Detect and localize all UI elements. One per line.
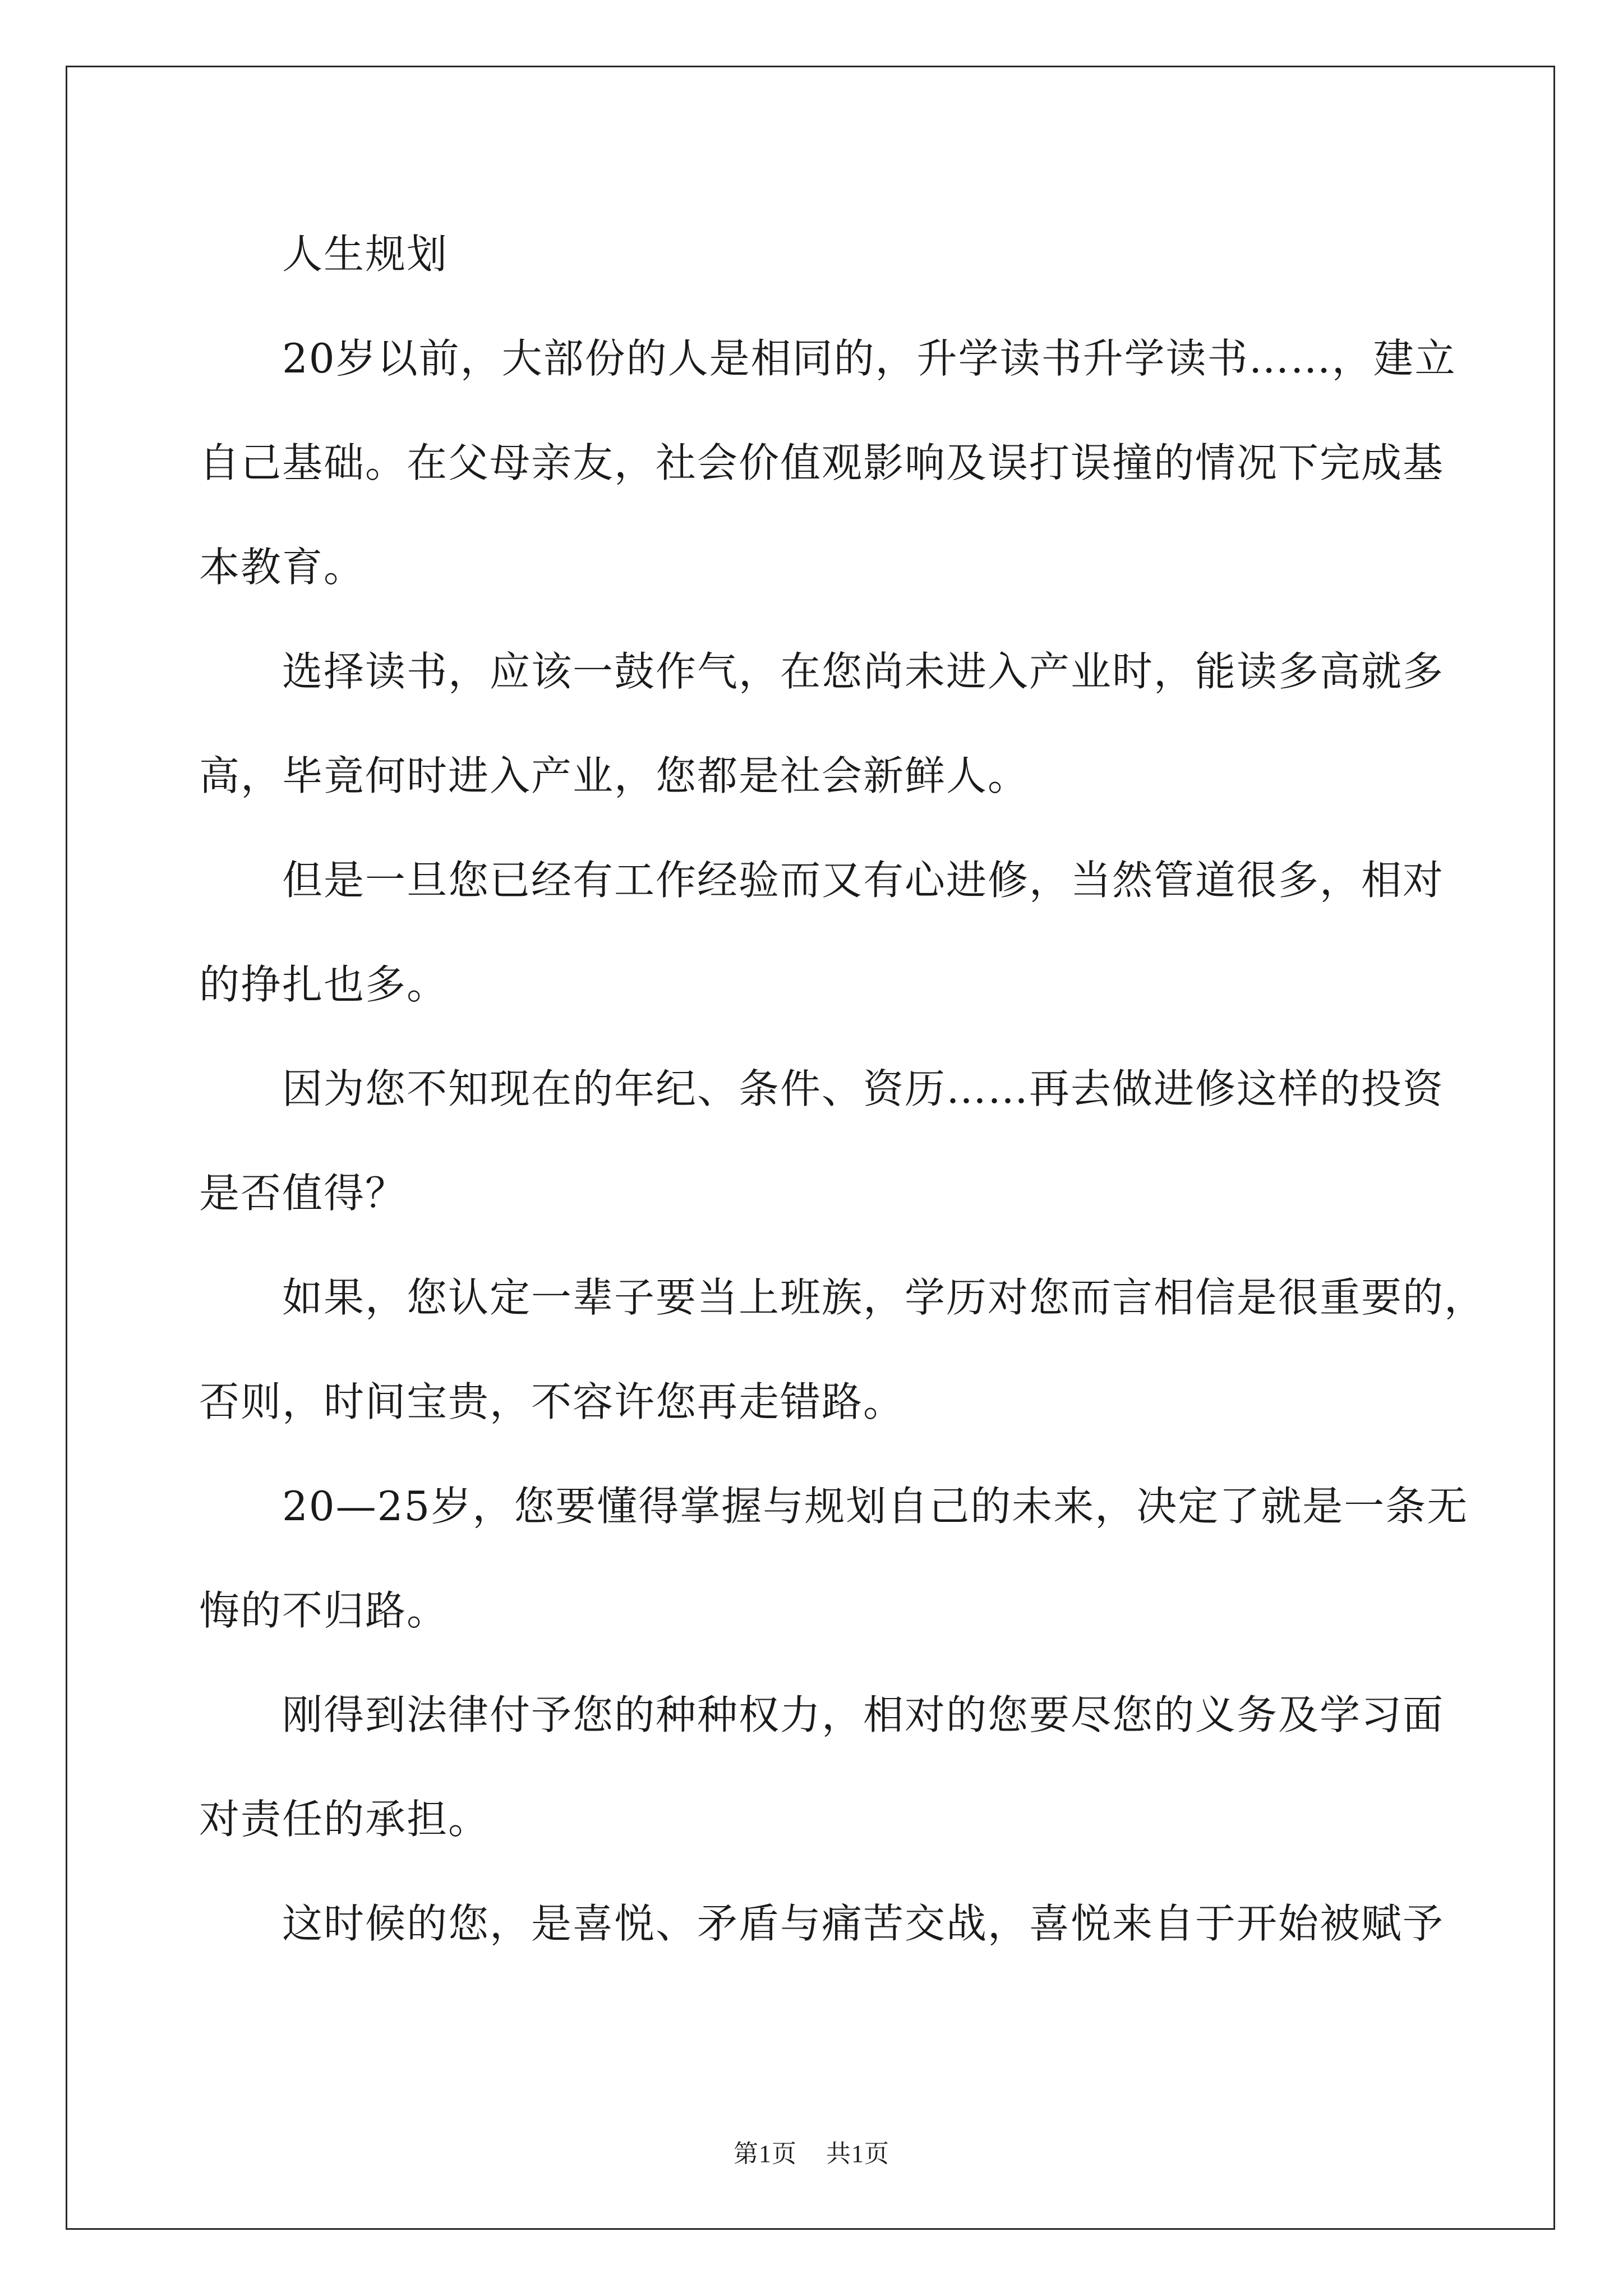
paragraph-line: 自己基础。在父母亲友，社会价值观影响及误打误撞的情况下完成基 xyxy=(199,439,1445,486)
page-count: 共1页 xyxy=(826,2140,889,2168)
paragraph-line: 刚得到法律付予您的种种权力，相对的您要尽您的义务及学习面 xyxy=(282,1691,1445,1738)
paragraph-line: 这时候的您，是喜悦、矛盾与痛苦交战，喜悦来自于开始被赋予 xyxy=(282,1900,1445,1947)
paragraph-line: 因为您不知现在的年纪、条件、资历……再去做进修这样的投资 xyxy=(282,1065,1445,1112)
paragraph-line: 是否值得？ xyxy=(199,1170,407,1217)
paragraph-line: 20岁以前，大部份的人是相同的，升学读书升学读书……，建立 xyxy=(282,335,1456,382)
paragraph-line: 但是一旦您已经有工作经验而又有心进修，当然管道很多，相对 xyxy=(282,857,1445,904)
paragraph-line: 高，毕竟何时进入产业，您都是社会新鲜人。 xyxy=(199,752,1030,799)
paragraph-line: 否则，时间宝贵，不容许您再走错路。 xyxy=(199,1378,905,1425)
paragraph-line: 的挣扎也多。 xyxy=(199,961,449,1008)
paragraph-line: 对责任的承担。 xyxy=(199,1796,490,1843)
page-number: 第1页 xyxy=(734,2140,797,2168)
paragraph-line: 20—25岁，您要懂得掌握与规划自己的未来，决定了就是一条无 xyxy=(282,1483,1469,1530)
paragraph-line: 选择读书，应该一鼓作气，在您尚未进入产业时，能读多高就多 xyxy=(282,648,1445,695)
paragraph-line: 如果，您认定一辈子要当上班族，学历对您而言相信是很重要的， xyxy=(282,1274,1486,1321)
document-body xyxy=(199,202,1486,1976)
paragraph-line: 悔的不归路。 xyxy=(199,1587,449,1634)
paragraph-line: 本教育。 xyxy=(199,544,366,591)
page-footer xyxy=(0,2133,1623,2169)
document-title: 人生规划 xyxy=(282,231,449,278)
